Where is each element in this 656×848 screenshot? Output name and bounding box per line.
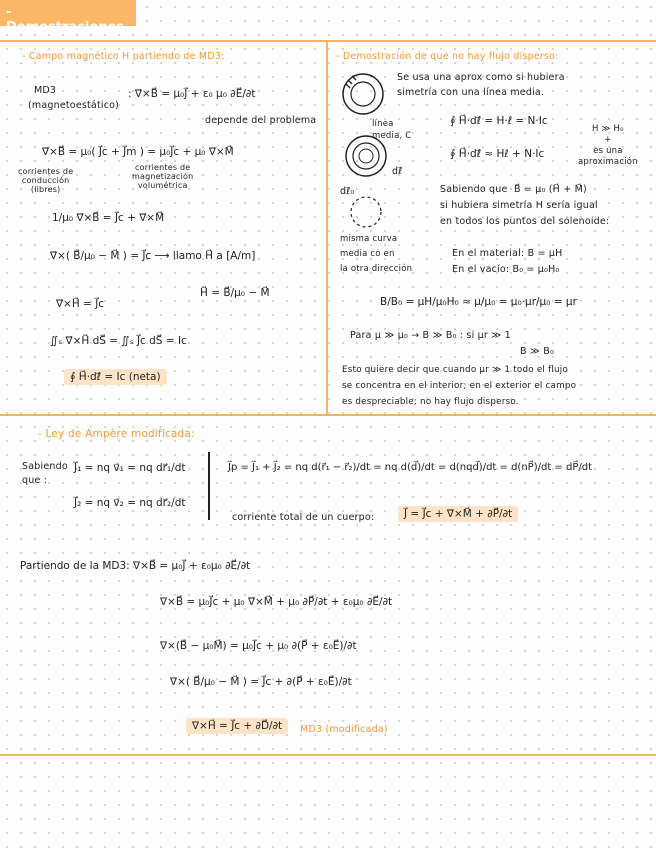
current-j1: J⃗₁ = nq v⃗₁ = nq dr⃗₁/dt (74, 462, 186, 474)
section2-title: - Demostración de que no hay flujo disperso: (336, 51, 559, 62)
label-mean-line: línea media, C (372, 119, 412, 141)
integral-2: ∮ H⃗·dℓ⃗ ≈ Hℓ + N·Ic (450, 148, 545, 160)
equation-curl-h: ∇⃗×H⃗ = J⃗c (56, 298, 105, 310)
total-current-equation: J⃗ = J⃗c + ∇⃗×M⃗ + ∂P⃗/∂t (398, 506, 518, 522)
derivation-step-1: ∇×B⃗ = μ₀J⃗c + μ₀ ∇⃗×M⃗ + μ₀ ∂P⃗/∂t + ε₀μ₀ ∂E⃗/∂t (160, 596, 393, 608)
section1-title: - Campo magnético H partiendo de MD3: (22, 51, 225, 62)
ratio-equation: B/B₀ = μH/μ₀H₀ ≈ μ/μ₀ = μ₀·μr/μ₀ = μr (380, 296, 577, 308)
frame-middle (0, 414, 656, 416)
md3-label: MD3 (34, 85, 57, 96)
knowing-label: Sabiendo que : (22, 461, 68, 486)
same-curve-text: misma curva media co en la otra dirección (340, 234, 413, 274)
derivation-step-2: ∇×(B⃗ − μ₀M⃗) = μ₀J⃗c + μ₀ ∂(P⃗ + ε₀E⃗)/∂t (160, 640, 357, 652)
magnetostatic-label: (magnetoestático) (28, 100, 120, 111)
total-current-label: corriente total de un cuerpo: (232, 512, 375, 523)
note-conduction: corrientes de conducción (libres) (18, 167, 74, 194)
brace-note: H ≫ H₀ + es una aproximación (578, 124, 638, 167)
final-label: MD3 (modificada) (300, 724, 388, 735)
current-j2: J⃗₂ = nq v⃗₂ = nq dr⃗₂/dt (74, 497, 186, 509)
starting-md3: Partiendo de la MD3: ∇×B⃗ = μ₀J⃗ + ε₀μ₀ ∂E⃗/∂t (20, 560, 251, 572)
knowing-text: Sabiendo que B⃗ = μ₀ (H⃗ + M⃗) si hubiera simetría H sería igual en todos los puntos del solenoide: (440, 184, 610, 227)
equation-curl-b: ∇⃗×B⃗ = μ₀( J⃗c + J⃗m ) = μ₀J⃗c + μ₀ ∇⃗×M⃗ (42, 146, 234, 158)
frame-top (0, 40, 656, 42)
equation-md3: : ∇⃗×B⃗ = μ₀J⃗ + ε₀ μ₀ ∂E⃗/∂t (128, 88, 256, 100)
final-equation: ∇×H⃗ = J⃗c + ∂D⃗/∂t (186, 718, 288, 734)
equation-h-definition: H⃗ = B⃗/μ₀ − M⃗ (200, 287, 270, 299)
brace-divider (208, 452, 210, 520)
material-text: En el material: B = μH (452, 248, 563, 259)
integral-1: ∮ H⃗·dℓ⃗ = H·ℓ = N·Ic (450, 115, 548, 127)
frame-divider (326, 40, 328, 416)
label-dl0: dℓ⃗₀ (340, 186, 355, 197)
vacuum-text: En el vacío: B₀ = μ₀H₀ (452, 264, 560, 275)
note-magnetization: corrientes de magnetización volumétrica (132, 163, 194, 190)
condition-text: Para μ ≫ μ₀ → B ≫ B₀ : si μr ≫ 1 (350, 330, 511, 341)
frame-bottom (0, 754, 656, 756)
equation-step4: ∇⃗×( B⃗/μ₀ − M⃗ ) = J⃗c ⟶ llamo H⃗ a [A/m] (50, 250, 256, 262)
derivation-step-3: ∇×( B⃗/μ₀ − M⃗ ) = J⃗c + ∂(P⃗ + ε₀E⃗)/∂t (170, 676, 352, 688)
dashed-curve-diagram (346, 192, 386, 232)
note-depends: depende del problema (205, 115, 317, 126)
condition-text-2: B ≫ B₀ (520, 346, 555, 357)
toroid-diagram (338, 66, 388, 120)
conclusion-text: Esto quiere decir que cuando μr ≫ 1 todo el flujo se concentra en el interior; en el exterior el campo es despreciable; no hay flujo disperso. (342, 365, 577, 407)
equation-stokes: ∬ₛ ∇⃗×H⃗ dS⃗ = ∬ₛ J⃗c dS⃗ = Ic (50, 335, 187, 347)
polarization-current: J⃗p = J⃗₁ + J⃗₂ = nq d(r⃗₁ − r⃗₂)/dt = nq d(d⃗)/dt = d(nqd⃗)/dt = d(nP⃗)/dt = dP⃗/dt (228, 462, 592, 473)
page-title: - Demostraciones (0, 0, 136, 26)
section3-title: - Ley de Ampère modificada: (38, 428, 195, 440)
label-dl: dℓ⃗ (392, 166, 403, 177)
toroid-text: Se usa una aprox como si hubiera simetría con una línea media. (397, 72, 565, 98)
equation-step3: 1/μ₀ ∇⃗×B⃗ = J⃗c + ∇⃗×M⃗ (52, 212, 165, 224)
result-ampere: ∮ H⃗·dℓ⃗ = Ic (neta) (64, 369, 167, 385)
